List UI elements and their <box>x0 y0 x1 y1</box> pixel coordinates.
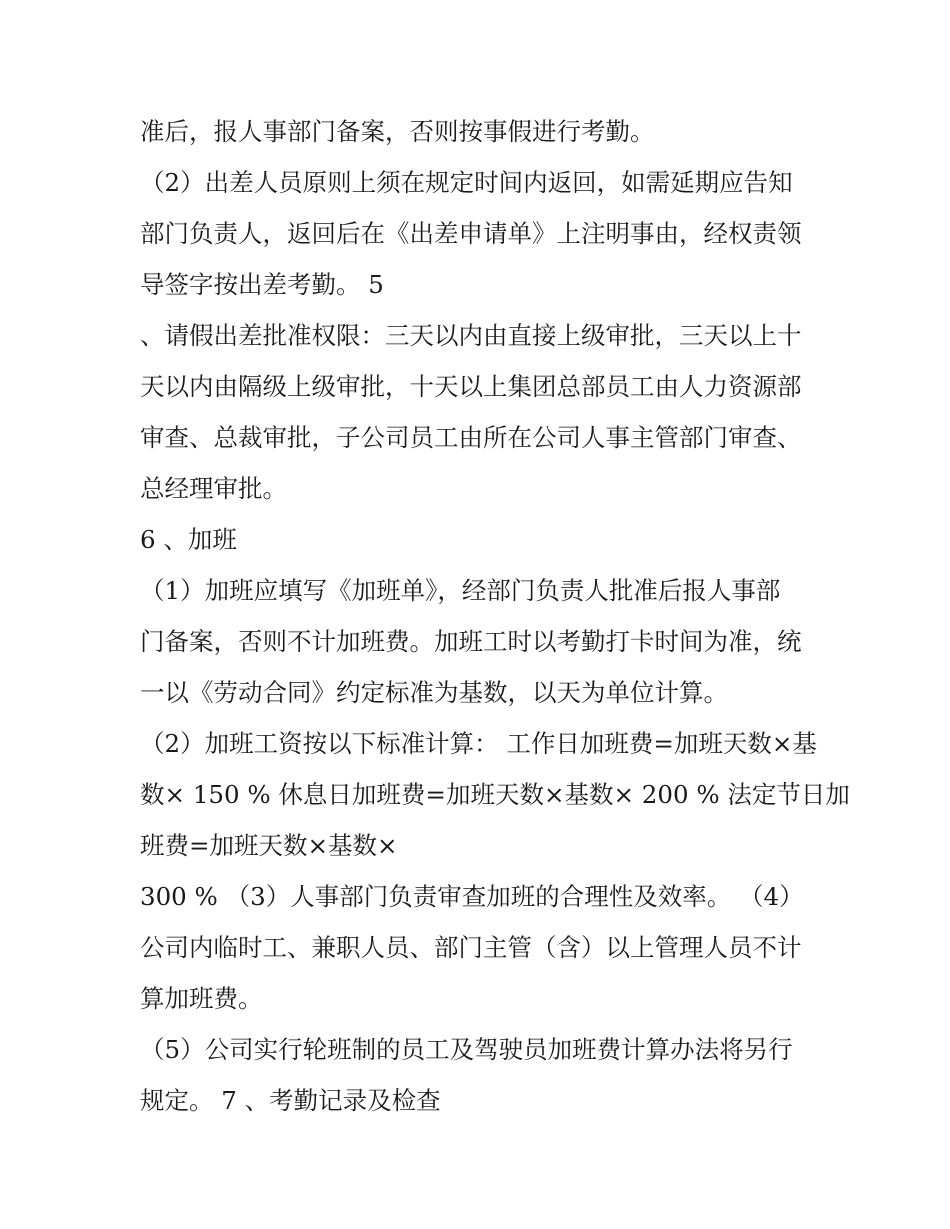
text-line: 300 % （3）人事部门负责审查加班的合理性及效率。 （4） <box>140 882 804 911</box>
text-line: 天以内由隔级上级审批，十天以上集团总部员工由人力资源部 <box>140 372 802 401</box>
text-line: 准后，报人事部门备案，否则按事假进行考勤。 <box>140 117 655 146</box>
text-line: （5）公司实行轮班制的员工及驾驶员加班费计算办法将另行 <box>140 1035 793 1064</box>
section-heading: 6 、加班 <box>140 525 237 554</box>
text-line: 规定。 7 、考勤记录及检查 <box>140 1086 441 1115</box>
text-line: 公司内临时工、兼职人员、部门主管（含）以上管理人员不计 <box>140 933 802 962</box>
text-line: （2）加班工资按以下标准计算： 工作日加班费=加班天数×基 <box>140 729 817 758</box>
text-line: 部门负责人，返回后在《出差申请单》上注明事由，经权责领 <box>140 219 802 248</box>
text-line: 数× 150 % 休息日加班费=加班天数×基数× 200 % 法定节日加 <box>140 780 850 809</box>
text-line: （1）加班应填写《加班单》，经部门负责人批准后报人事部 <box>140 576 781 605</box>
text-line: 审查、总裁审批，子公司员工由所在公司人事主管部门审查、 <box>140 423 802 452</box>
text-line: 一以《劳动合同》约定标准为基数，以天为单位计算。 <box>140 678 728 707</box>
text-line: 门备案，否则不计加班费。加班工时以考勤打卡时间为准，统 <box>140 627 802 656</box>
text-line: 、请假出差批准权限：三天以内由直接上级审批，三天以上十 <box>140 321 802 350</box>
document-body <box>140 106 850 1126</box>
text-line: 班费=加班天数×基数× <box>140 831 398 860</box>
text-line: （2）出差人员原则上须在规定时间内返回，如需延期应告知 <box>140 168 793 197</box>
text-line: 总经理审批。 <box>140 474 287 503</box>
text-line: 导签字按出差考勤。 5 <box>140 270 384 299</box>
text-line: 算加班费。 <box>140 984 263 1013</box>
